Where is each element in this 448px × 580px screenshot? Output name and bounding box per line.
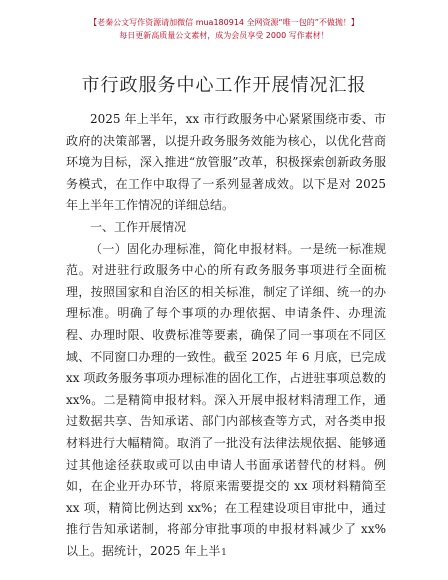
paragraph-1 — [66, 239, 386, 563]
document-title: 市行政服务中心工作开展情况汇报 — [81, 75, 367, 96]
intro-paragraph: 2025 年上半年，xx 市行政服务中心紧紧围绕市委、市政府的决策部署，以提升政务服务效能为核心，以优化营商环境为目标，深入推进“放管服”改革，积极探索创新政务服务模式，在工作中取得了一系列显著成效。以下是对 2025 年上半年工作情况的详细总结。 — [66, 112, 386, 213]
section-heading-1: 一、工作开展情况 — [90, 219, 187, 234]
promo-banner-line-1: 【老秦公文写作资源请加微信 mua180914 全网资源“唯一包的”不做抛！】 — [89, 18, 359, 27]
promo-banner-line-2: 每日更新高质量公文素材，成为会员享受 2000 写作素材！ — [119, 31, 329, 40]
subsection-heading-1: （一）固化办理标准，简化申报材料。 — [90, 241, 300, 256]
paragraph-1-text: 一是统一标准规范。对进驻行政服务中心的所有政务服务事项进行全面梳理，按照国家和自治区的相关标准，制定了详细、统一的办理标准。明确了每个事项的办理依据、申请条件、办理流程、办理时限、收费标准等要素，确保了同一事项在不同区域、不同窗口办理的一致性。截至 2025 年 6 月底，已完成 xx 项政务服务事项办理标准的固化工作，占进驻事项总数的 xx%。二是精简申报材料。深入开展申报材料清理工作，通过数据共享、告知承诺、部门内部核查等方式，对各类申报材料进行大幅精简。取消了一批没有法律法规依据、能够通过其他途径获取或可以由申请人书面承诺替代的材料。例如，在企业开办环节，将原来需要提交的 xx 项材料精简至 xx 项，精简比例达到 xx%；在工程建设项目审批中，通过推行告知承诺制，将部分审批事项的申报材料减少了 xx% 以上。据统计，2025 年上半 — [66, 241, 386, 558]
document-body — [66, 109, 386, 562]
page-number: 1 — [221, 548, 227, 558]
